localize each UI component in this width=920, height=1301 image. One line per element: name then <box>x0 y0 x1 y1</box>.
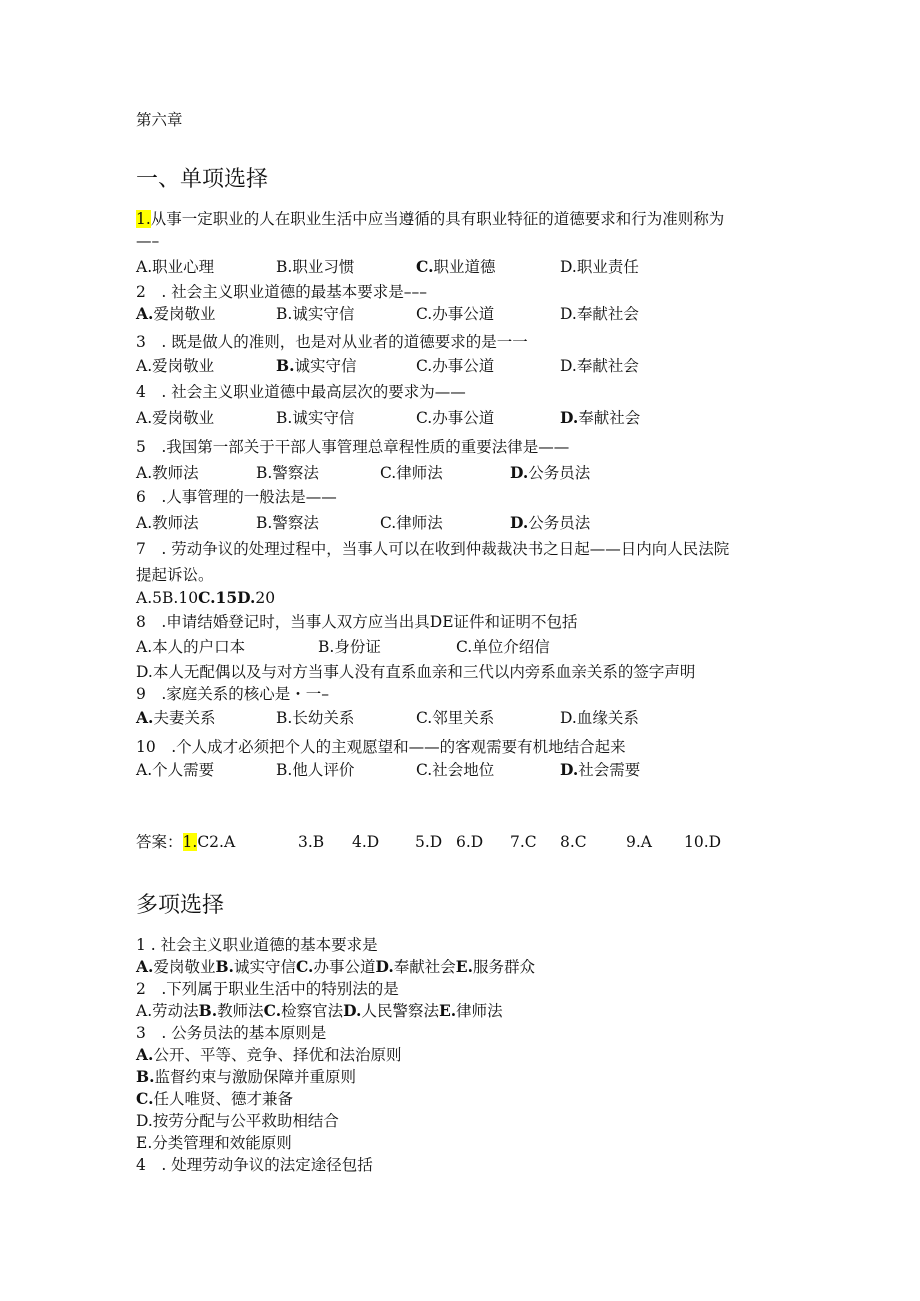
highlighted-number: 1. <box>136 210 151 228</box>
mquestion-1-options: A.爱岗敬业B.诚实守信C.办事公道D.奉献社会E.服务群众 <box>136 957 535 976</box>
question-4: 4 . 社会主义职业道德中最高层次的要求为—— <box>136 383 466 401</box>
option: C.职业道德 <box>416 257 496 276</box>
option: B.诚实守信 <box>276 356 357 375</box>
option: A.本人的户口本 <box>136 638 246 656</box>
question-7-options: A.5B.10C.15D.20 <box>136 588 276 607</box>
option: A.教师法 <box>136 514 199 532</box>
option: C.单位介绍信 <box>456 638 550 656</box>
question-8: 8 .申请结婚登记时，当事人双方应当出具DE证件和证明不包括 <box>136 613 578 631</box>
mquestion-4: 4 . 处理劳动争议的法定途径包括 <box>136 1156 373 1174</box>
option: B.身份证 <box>318 638 381 656</box>
answer-item: 6.D <box>456 833 484 851</box>
answer-item: 4.D <box>352 833 380 851</box>
answer-item: 5.D <box>415 833 443 851</box>
question-9: 9 .家庭关系的核心是・一– <box>136 685 330 703</box>
question-text: 从事一定职业的人在职业生活中应当遵循的具有职业特征的道德要求和行为准则称为 <box>150 210 725 228</box>
chapter-title: 第六章 <box>136 111 183 129</box>
option: B.警察法 <box>256 464 319 482</box>
question-1-cont: —– <box>136 232 160 250</box>
section-multiple-choice: 多项选择 <box>136 893 225 918</box>
mquestion-1: 1 . 社会主义职业道德的基本要求是 <box>136 936 378 954</box>
option: C.办事公道 <box>416 409 495 427</box>
option: A.爱岗敬业 <box>136 304 216 323</box>
mquestion-2: 2 .下列属于职业生活中的特别法的是 <box>136 980 399 998</box>
option: A.夫妻关系 <box>136 708 216 727</box>
option: D.奉献社会 <box>560 357 639 375</box>
option: D.职业责任 <box>560 258 639 276</box>
option: B.诚实守信 <box>276 305 355 323</box>
option: C.任人唯贤、德才兼备 <box>136 1089 293 1108</box>
option: D.按劳分配与公平救助相结合 <box>136 1112 339 1130</box>
option: B.监督约束与激励保障并重原则 <box>136 1067 357 1086</box>
highlighted-number: 1. <box>182 833 198 851</box>
mquestion-3: 3 . 公务员法的基本原则是 <box>136 1024 327 1042</box>
option: B.他人评价 <box>276 761 355 779</box>
question-5: 5 .我国第一部关于干部人事管理总章程性质的重要法律是—— <box>136 438 570 456</box>
question-7-cont: 提起诉讼。 <box>136 566 214 584</box>
option: B.警察法 <box>256 514 319 532</box>
option: D.血缘关系 <box>560 709 639 727</box>
option: B.职业习惯 <box>276 258 355 276</box>
section-single-choice: 一、单项选择 <box>136 167 269 192</box>
answer-item: 9.A <box>626 833 652 851</box>
answer-item: 3.B <box>298 833 325 851</box>
option: A.公开、平等、竞争、择优和法治原则 <box>136 1045 402 1064</box>
question-3: 3 . 既是做人的准则，也是对从业者的道德要求的是一一 <box>136 333 528 351</box>
question-1 <box>136 209 724 229</box>
option: A.爱岗敬业 <box>136 409 215 427</box>
answer-item: 8.C <box>560 833 587 851</box>
question-10: 10 .个人成才必须把个人的主观愿望和——的客观需要有机地结合起来 <box>136 738 626 756</box>
option: C.律师法 <box>380 464 443 482</box>
option: C.办事公道 <box>416 305 495 323</box>
question-2: 2 . 社会主义职业道德的最基本要求是––– <box>136 283 427 301</box>
answer-label: 答案：1.C2.A <box>136 833 236 851</box>
answer-item: 10.D <box>684 833 722 851</box>
option: C.办事公道 <box>416 357 495 375</box>
option: C.律师法 <box>380 514 443 532</box>
option: D.本人无配偶以及与对方当事人没有直系血亲和三代以内旁系血亲关系的签字声明 <box>136 663 696 681</box>
option: B.诚实守信 <box>276 409 355 427</box>
option: D.社会需要 <box>560 760 641 779</box>
option: A.教师法 <box>136 464 199 482</box>
option: D.奉献社会 <box>560 408 641 427</box>
option: C.社会地位 <box>416 761 495 779</box>
question-7: 7 . 劳动争议的处理过程中，当事人可以在收到仲裁裁决书之日起——日内向人民法院 <box>136 540 730 558</box>
option: D.公务员法 <box>510 463 591 482</box>
mquestion-2-options: A.劳动法B.教师法C.检察官法D.人民警察法E.律师法 <box>136 1001 503 1020</box>
option: A.爱岗敬业 <box>136 357 215 375</box>
option: E.分类管理和效能原则 <box>136 1134 292 1152</box>
option: D.奉献社会 <box>560 305 639 323</box>
option: B.长幼关系 <box>276 709 355 727</box>
option: A.职业心理 <box>136 258 215 276</box>
option: A.个人需要 <box>136 761 215 779</box>
question-6: 6 .人事管理的一般法是—— <box>136 488 337 506</box>
answer-item: 7.C <box>510 833 537 851</box>
option: C.邻里关系 <box>416 709 495 727</box>
option: D.公务员法 <box>510 513 591 532</box>
